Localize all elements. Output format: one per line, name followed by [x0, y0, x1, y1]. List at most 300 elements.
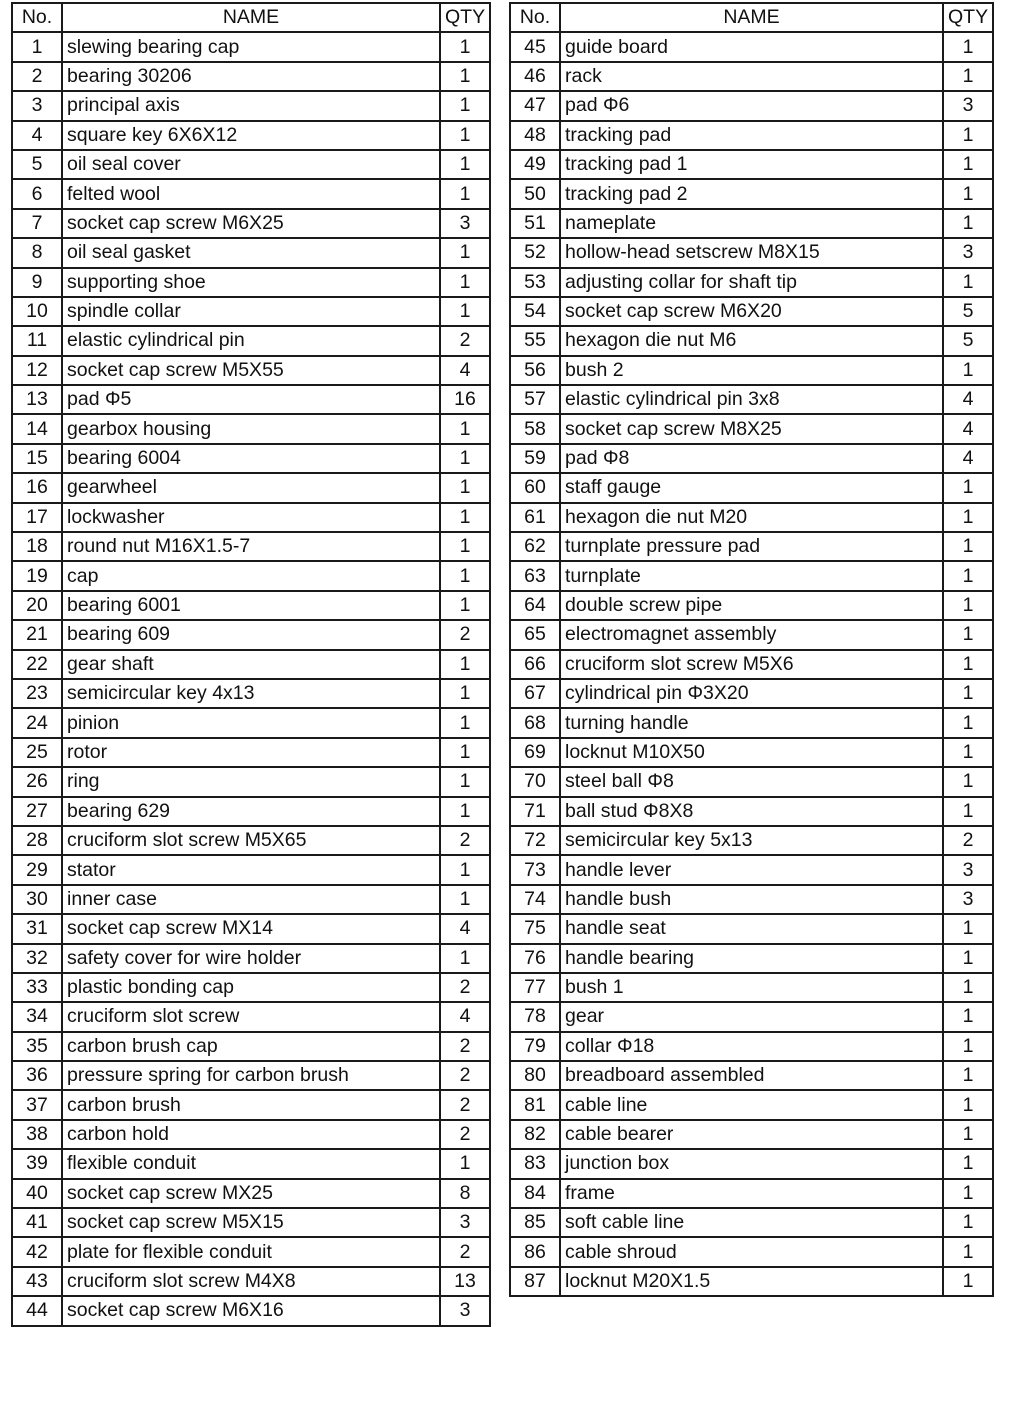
column-header-name: NAME	[62, 3, 440, 32]
part-name-cell: supporting shoe	[62, 268, 440, 297]
part-number-cell: 23	[12, 679, 62, 708]
table-row	[510, 414, 993, 443]
table-row	[510, 885, 993, 914]
part-qty-cell: 1	[440, 414, 490, 443]
part-qty-cell: 1	[943, 1179, 993, 1208]
part-qty-cell: 1	[943, 121, 993, 150]
part-name-cell: bearing 6001	[62, 591, 440, 620]
part-name-cell: safety cover for wire holder	[62, 944, 440, 973]
part-number-cell: 72	[510, 826, 560, 855]
part-number-cell: 38	[12, 1120, 62, 1149]
part-qty-cell: 1	[943, 591, 993, 620]
part-number-cell: 7	[12, 209, 62, 238]
part-name-cell: turnplate pressure pad	[560, 532, 943, 561]
part-name-cell: breadboard assembled	[560, 1061, 943, 1090]
part-number-cell: 26	[12, 767, 62, 796]
table-row	[510, 708, 993, 737]
part-name-cell: staff gauge	[560, 473, 943, 502]
column-header-qty: QTY	[440, 3, 490, 32]
table-row	[510, 944, 993, 973]
table-row	[12, 679, 490, 708]
part-number-cell: 46	[510, 62, 560, 91]
part-qty-cell: 1	[943, 1149, 993, 1178]
part-name-cell: handle seat	[560, 914, 943, 943]
part-name-cell: cable bearer	[560, 1120, 943, 1149]
part-number-cell: 40	[12, 1179, 62, 1208]
part-number-cell: 49	[510, 150, 560, 179]
part-number-cell: 70	[510, 767, 560, 796]
part-name-cell: steel ball Φ8	[560, 767, 943, 796]
table-row	[12, 1061, 490, 1090]
part-qty-cell: 1	[440, 855, 490, 884]
part-qty-cell: 2	[440, 826, 490, 855]
part-number-cell: 74	[510, 885, 560, 914]
part-name-cell: adjusting collar for shaft tip	[560, 268, 943, 297]
part-name-cell: pad Φ6	[560, 91, 943, 120]
header-row	[12, 3, 490, 32]
table-row	[510, 385, 993, 414]
part-qty-cell: 1	[440, 944, 490, 973]
part-number-cell: 10	[12, 297, 62, 326]
part-qty-cell: 1	[943, 1061, 993, 1090]
column-header-no: No.	[510, 3, 560, 32]
part-qty-cell: 1	[943, 150, 993, 179]
table-row	[12, 179, 490, 208]
part-number-cell: 3	[12, 91, 62, 120]
part-number-cell: 85	[510, 1208, 560, 1237]
part-number-cell: 9	[12, 268, 62, 297]
part-number-cell: 48	[510, 121, 560, 150]
part-name-cell: hollow-head setscrew M8X15	[560, 238, 943, 267]
table-row	[12, 268, 490, 297]
part-number-cell: 52	[510, 238, 560, 267]
part-number-cell: 69	[510, 738, 560, 767]
table-row	[12, 91, 490, 120]
table-row	[510, 1032, 993, 1061]
part-name-cell: turnplate	[560, 561, 943, 590]
part-qty-cell: 1	[943, 532, 993, 561]
parts-table-left	[11, 2, 491, 1327]
part-number-cell: 21	[12, 620, 62, 649]
table-row	[510, 767, 993, 796]
part-name-cell: cable shroud	[560, 1237, 943, 1266]
part-name-cell: socket cap screw M6X20	[560, 297, 943, 326]
table-row	[12, 297, 490, 326]
part-qty-cell: 1	[943, 797, 993, 826]
part-name-cell: gearwheel	[62, 473, 440, 502]
table-row	[510, 1267, 993, 1296]
table-row	[510, 973, 993, 1002]
part-qty-cell: 3	[943, 885, 993, 914]
parts-list-right	[510, 32, 993, 1296]
part-name-cell: plate for flexible conduit	[62, 1237, 440, 1266]
part-qty-cell: 1	[943, 473, 993, 502]
table-row	[12, 885, 490, 914]
part-name-cell: plastic bonding cap	[62, 973, 440, 1002]
table-row	[12, 1032, 490, 1061]
part-qty-cell: 1	[440, 503, 490, 532]
part-name-cell: flexible conduit	[62, 1149, 440, 1178]
part-qty-cell: 2	[943, 826, 993, 855]
table-row	[510, 268, 993, 297]
part-name-cell: oil seal gasket	[62, 238, 440, 267]
part-qty-cell: 1	[943, 32, 993, 61]
table-row	[510, 209, 993, 238]
part-number-cell: 71	[510, 797, 560, 826]
table-row	[12, 121, 490, 150]
part-qty-cell: 1	[943, 62, 993, 91]
part-number-cell: 77	[510, 973, 560, 1002]
part-qty-cell: 1	[943, 914, 993, 943]
part-name-cell: cruciform slot screw M5X6	[560, 650, 943, 679]
part-name-cell: soft cable line	[560, 1208, 943, 1237]
part-number-cell: 20	[12, 591, 62, 620]
part-number-cell: 76	[510, 944, 560, 973]
part-qty-cell: 1	[440, 238, 490, 267]
table-row	[510, 1002, 993, 1031]
part-qty-cell: 1	[943, 708, 993, 737]
parts-list-left	[12, 32, 490, 1325]
part-number-cell: 65	[510, 620, 560, 649]
part-number-cell: 61	[510, 503, 560, 532]
table-row	[510, 826, 993, 855]
part-number-cell: 64	[510, 591, 560, 620]
part-number-cell: 5	[12, 150, 62, 179]
part-name-cell: spindle collar	[62, 297, 440, 326]
part-number-cell: 86	[510, 1237, 560, 1266]
part-number-cell: 47	[510, 91, 560, 120]
part-number-cell: 15	[12, 444, 62, 473]
table-row	[510, 297, 993, 326]
part-number-cell: 17	[12, 503, 62, 532]
table-row	[510, 1208, 993, 1237]
part-number-cell: 4	[12, 121, 62, 150]
table-row	[12, 650, 490, 679]
part-qty-cell: 1	[943, 1120, 993, 1149]
table-row	[510, 797, 993, 826]
table-row	[12, 238, 490, 267]
part-number-cell: 31	[12, 914, 62, 943]
table-row	[510, 91, 993, 120]
part-name-cell: electromagnet assembly	[560, 620, 943, 649]
part-number-cell: 81	[510, 1090, 560, 1119]
table-row	[12, 503, 490, 532]
table-row	[510, 620, 993, 649]
part-qty-cell: 1	[943, 1208, 993, 1237]
part-qty-cell: 3	[943, 91, 993, 120]
part-name-cell: carbon brush	[62, 1090, 440, 1119]
part-number-cell: 75	[510, 914, 560, 943]
table-row	[12, 1120, 490, 1149]
part-number-cell: 13	[12, 385, 62, 414]
part-name-cell: ball stud Φ8X8	[560, 797, 943, 826]
part-name-cell: principal axis	[62, 91, 440, 120]
part-name-cell: socket cap screw M6X16	[62, 1296, 440, 1325]
part-qty-cell: 5	[943, 326, 993, 355]
part-number-cell: 19	[12, 561, 62, 590]
part-number-cell: 43	[12, 1267, 62, 1296]
part-number-cell: 82	[510, 1120, 560, 1149]
part-name-cell: hexagon die nut M6	[560, 326, 943, 355]
part-number-cell: 58	[510, 414, 560, 443]
part-qty-cell: 4	[943, 414, 993, 443]
part-name-cell: bearing 629	[62, 797, 440, 826]
part-number-cell: 6	[12, 179, 62, 208]
table-row	[12, 1237, 490, 1266]
table-row	[12, 150, 490, 179]
part-name-cell: bearing 609	[62, 620, 440, 649]
part-name-cell: rack	[560, 62, 943, 91]
table-row	[510, 914, 993, 943]
table-row	[12, 561, 490, 590]
table-row	[510, 32, 993, 61]
part-name-cell: socket cap screw MX25	[62, 1179, 440, 1208]
table-row	[510, 503, 993, 532]
part-number-cell: 83	[510, 1149, 560, 1178]
table-row	[12, 414, 490, 443]
part-qty-cell: 8	[440, 1179, 490, 1208]
part-name-cell: double screw pipe	[560, 591, 943, 620]
table-row	[12, 914, 490, 943]
part-name-cell: bush 2	[560, 356, 943, 385]
part-number-cell: 36	[12, 1061, 62, 1090]
part-qty-cell: 4	[440, 356, 490, 385]
part-qty-cell: 1	[440, 885, 490, 914]
part-number-cell: 22	[12, 650, 62, 679]
table-row	[510, 1120, 993, 1149]
part-qty-cell: 1	[943, 503, 993, 532]
table-row	[12, 767, 490, 796]
part-qty-cell: 1	[943, 1002, 993, 1031]
part-number-cell: 67	[510, 679, 560, 708]
part-number-cell: 62	[510, 532, 560, 561]
part-number-cell: 53	[510, 268, 560, 297]
part-name-cell: guide board	[560, 32, 943, 61]
part-qty-cell: 1	[943, 973, 993, 1002]
part-qty-cell: 4	[943, 444, 993, 473]
table-row	[12, 62, 490, 91]
part-name-cell: oil seal cover	[62, 150, 440, 179]
part-name-cell: cap	[62, 561, 440, 590]
part-qty-cell: 1	[440, 32, 490, 61]
table-row	[510, 444, 993, 473]
part-name-cell: handle bush	[560, 885, 943, 914]
part-name-cell: bearing 6004	[62, 444, 440, 473]
part-name-cell: stator	[62, 855, 440, 884]
part-number-cell: 16	[12, 473, 62, 502]
part-qty-cell: 2	[440, 326, 490, 355]
part-qty-cell: 1	[943, 561, 993, 590]
part-number-cell: 78	[510, 1002, 560, 1031]
table-row	[510, 1149, 993, 1178]
table-row	[12, 356, 490, 385]
part-qty-cell: 1	[440, 268, 490, 297]
part-qty-cell: 1	[943, 767, 993, 796]
part-number-cell: 1	[12, 32, 62, 61]
part-number-cell: 79	[510, 1032, 560, 1061]
part-qty-cell: 1	[440, 1149, 490, 1178]
table-row	[12, 855, 490, 884]
part-qty-cell: 1	[440, 767, 490, 796]
part-number-cell: 63	[510, 561, 560, 590]
part-qty-cell: 1	[440, 121, 490, 150]
table-row	[510, 238, 993, 267]
part-qty-cell: 2	[440, 620, 490, 649]
part-name-cell: cruciform slot screw M4X8	[62, 1267, 440, 1296]
part-qty-cell: 16	[440, 385, 490, 414]
table-row	[12, 1208, 490, 1237]
part-number-cell: 73	[510, 855, 560, 884]
table-row	[510, 1061, 993, 1090]
part-name-cell: carbon hold	[62, 1120, 440, 1149]
part-number-cell: 32	[12, 944, 62, 973]
table-row	[510, 532, 993, 561]
part-name-cell: round nut M16X1.5-7	[62, 532, 440, 561]
part-qty-cell: 2	[440, 973, 490, 1002]
part-number-cell: 42	[12, 1237, 62, 1266]
part-number-cell: 45	[510, 32, 560, 61]
part-number-cell: 2	[12, 62, 62, 91]
part-name-cell: semicircular key 5x13	[560, 826, 943, 855]
table-row	[12, 708, 490, 737]
parts-table-right	[509, 2, 994, 1297]
part-name-cell: gear	[560, 1002, 943, 1031]
part-qty-cell: 1	[943, 209, 993, 238]
table-row	[510, 1090, 993, 1119]
part-name-cell: cylindrical pin Φ3X20	[560, 679, 943, 708]
table-row	[510, 738, 993, 767]
part-name-cell: nameplate	[560, 209, 943, 238]
part-qty-cell: 3	[943, 855, 993, 884]
part-number-cell: 18	[12, 532, 62, 561]
table-row	[12, 826, 490, 855]
part-name-cell: cruciform slot screw	[62, 1002, 440, 1031]
part-name-cell: tracking pad 1	[560, 150, 943, 179]
part-qty-cell: 1	[943, 1032, 993, 1061]
part-number-cell: 54	[510, 297, 560, 326]
part-number-cell: 33	[12, 973, 62, 1002]
table-row	[12, 532, 490, 561]
part-qty-cell: 1	[440, 297, 490, 326]
table-row	[12, 1296, 490, 1325]
part-qty-cell: 2	[440, 1090, 490, 1119]
part-number-cell: 35	[12, 1032, 62, 1061]
part-number-cell: 57	[510, 385, 560, 414]
part-name-cell: bearing 30206	[62, 62, 440, 91]
part-name-cell: turning handle	[560, 708, 943, 737]
table-row	[510, 326, 993, 355]
part-number-cell: 34	[12, 1002, 62, 1031]
part-qty-cell: 1	[440, 679, 490, 708]
table-row	[510, 561, 993, 590]
part-name-cell: gear shaft	[62, 650, 440, 679]
column-header-name: NAME	[560, 3, 943, 32]
part-name-cell: hexagon die nut M20	[560, 503, 943, 532]
part-name-cell: frame	[560, 1179, 943, 1208]
part-name-cell: slewing bearing cap	[62, 32, 440, 61]
part-number-cell: 29	[12, 855, 62, 884]
part-qty-cell: 4	[943, 385, 993, 414]
part-qty-cell: 3	[440, 209, 490, 238]
part-qty-cell: 1	[943, 738, 993, 767]
part-qty-cell: 1	[943, 679, 993, 708]
part-qty-cell: 1	[943, 1237, 993, 1266]
table-row	[12, 209, 490, 238]
part-qty-cell: 5	[943, 297, 993, 326]
part-name-cell: carbon brush cap	[62, 1032, 440, 1061]
part-number-cell: 80	[510, 1061, 560, 1090]
part-name-cell: elastic cylindrical pin	[62, 326, 440, 355]
part-qty-cell: 1	[440, 708, 490, 737]
part-qty-cell: 1	[440, 797, 490, 826]
table-row	[510, 356, 993, 385]
part-number-cell: 27	[12, 797, 62, 826]
part-name-cell: elastic cylindrical pin 3x8	[560, 385, 943, 414]
part-name-cell: locknut M20X1.5	[560, 1267, 943, 1296]
part-qty-cell: 1	[440, 591, 490, 620]
part-qty-cell: 1	[440, 150, 490, 179]
part-name-cell: pressure spring for carbon brush	[62, 1061, 440, 1090]
part-qty-cell: 2	[440, 1061, 490, 1090]
part-name-cell: pad Φ8	[560, 444, 943, 473]
table-row	[12, 385, 490, 414]
part-number-cell: 60	[510, 473, 560, 502]
table-row	[510, 650, 993, 679]
part-number-cell: 55	[510, 326, 560, 355]
part-number-cell: 68	[510, 708, 560, 737]
part-qty-cell: 1	[943, 620, 993, 649]
part-number-cell: 44	[12, 1296, 62, 1325]
part-qty-cell: 2	[440, 1120, 490, 1149]
table-row	[12, 973, 490, 1002]
table-row	[12, 326, 490, 355]
part-name-cell: tracking pad	[560, 121, 943, 150]
part-qty-cell: 1	[440, 650, 490, 679]
part-name-cell: socket cap screw M5X15	[62, 1208, 440, 1237]
part-number-cell: 28	[12, 826, 62, 855]
part-number-cell: 25	[12, 738, 62, 767]
part-number-cell: 30	[12, 885, 62, 914]
part-number-cell: 66	[510, 650, 560, 679]
part-name-cell: tracking pad 2	[560, 179, 943, 208]
table-row	[510, 473, 993, 502]
table-row	[12, 797, 490, 826]
part-qty-cell: 3	[440, 1296, 490, 1325]
part-qty-cell: 1	[440, 444, 490, 473]
table-row	[12, 444, 490, 473]
part-name-cell: lockwasher	[62, 503, 440, 532]
part-number-cell: 24	[12, 708, 62, 737]
table-row	[12, 738, 490, 767]
table-row	[12, 1149, 490, 1178]
part-name-cell: cable line	[560, 1090, 943, 1119]
part-name-cell: socket cap screw MX14	[62, 914, 440, 943]
column-header-qty: QTY	[943, 3, 993, 32]
table-row	[12, 620, 490, 649]
part-name-cell: handle lever	[560, 855, 943, 884]
part-number-cell: 14	[12, 414, 62, 443]
part-name-cell: inner case	[62, 885, 440, 914]
part-qty-cell: 13	[440, 1267, 490, 1296]
part-number-cell: 87	[510, 1267, 560, 1296]
part-number-cell: 51	[510, 209, 560, 238]
table-row	[12, 944, 490, 973]
part-name-cell: bush 1	[560, 973, 943, 1002]
part-name-cell: square key 6X6X12	[62, 121, 440, 150]
table-row	[12, 473, 490, 502]
part-name-cell: gearbox housing	[62, 414, 440, 443]
part-name-cell: handle bearing	[560, 944, 943, 973]
